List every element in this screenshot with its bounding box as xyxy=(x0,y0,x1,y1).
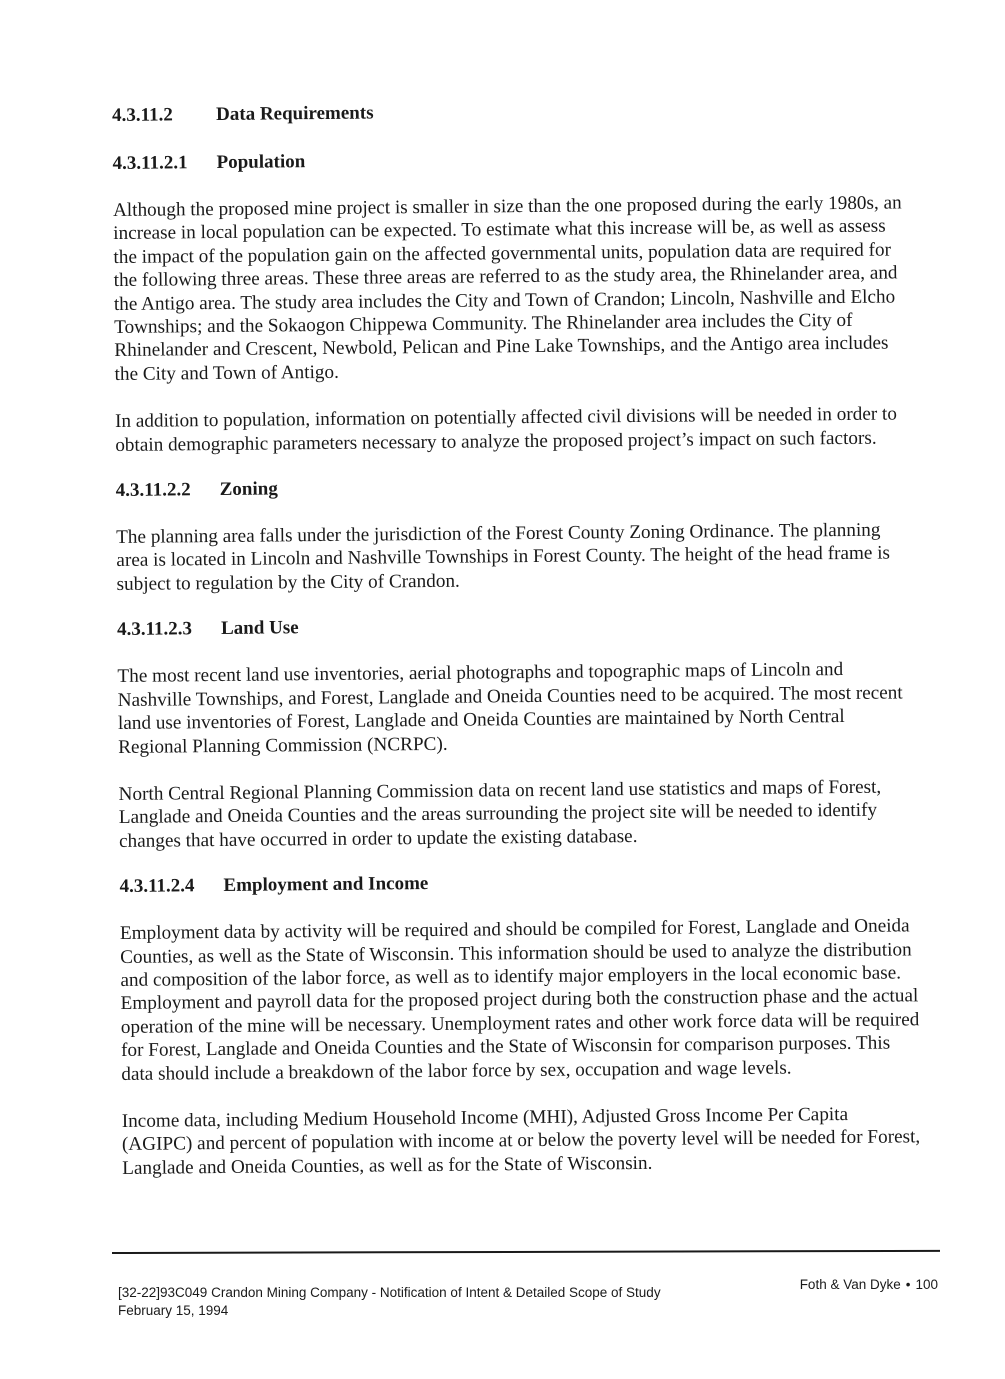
section-heading-data-requirements xyxy=(112,96,912,128)
page-number: 100 xyxy=(915,1277,938,1292)
section-number: 4.3.11.2.1 xyxy=(112,152,188,174)
paragraph: In addition to population, information on potentially affected civil divisions will be needed in order to obtain demographic parameters necessary to analyze the proposed project’s impact on such factors. xyxy=(114,403,898,456)
paragraph: Employment data by activity will be required and should be compiled for Forest, Langlade and Oneida Counties, as well as the State of Wisconsin. This information should be used to analyze the distribution and composition of the labor force, as well as to identify major employers in the local economic base. Employment and payroll data for the proposed project during both the construction phase and the actual operation of the mine will be necessary. Unemployment rates and other work force data will be required for Forest, Langlade and Oneida Counties and the State of Wisconsin for comparison purposes. This data should include a breakdown of the labor force by sex, occupation and wage levels. xyxy=(119,915,920,1085)
section-number: 4.3.11.2 xyxy=(112,104,173,126)
paragraph: The most recent land use inventories, aerial photographs and topographic maps of Lincoln and Nashville Townships, and Forest, Langlade and Oneida Counties need to be acquired. The most recent land use inventories of Forest, Langlade and Oneida Counties are maintained by North Central Regional Planning Commission (NCRPC). xyxy=(117,659,903,758)
section-title: Employment and Income xyxy=(223,873,429,897)
document-date: February 15, 1994 xyxy=(118,1303,229,1318)
paragraph: Although the proposed mine project is smaller in size than the one proposed during the early 1980s, an increase in local population can be expected. To estimate what this increase will be, as well as assess the impact of the population gain on the affected governmental units, population data are required for the following three areas. These three areas are referred to as the study area, the Rhinelander area, and the Antigo area. The study area includes the City and Town of Crandon; Lincoln, Nashville and Elcho Townships; and the Sokaogon Chippewa Community. The Rhinelander area includes the City of Rhinelander and Crescent, Newbold, Pelican and Pine Lake Townships, and the Antigo area includes the City and Town of Antigo. xyxy=(112,192,902,385)
footer-left xyxy=(118,1284,661,1320)
paragraph: Income data, including Medium Household Income (MHI), Adjusted Gross Income Per Capita (AGIPC) and percent of population with income at or below the poverty level will be needed for Forest, Langlade and Oneida Counties, as well as for the State of Wisconsin. xyxy=(121,1103,921,1179)
section-number: 4.3.11.2.2 xyxy=(115,479,191,502)
firm-name: Foth & Van Dyke xyxy=(799,1277,901,1292)
footer-divider xyxy=(112,1250,940,1254)
section-title: Zoning xyxy=(219,478,278,501)
section-heading-employment-income xyxy=(119,867,919,899)
section-heading-land-use xyxy=(117,611,917,643)
document-reference: [32-22]93C049 Crandon Mining Company - Notification of Intent & Detailed Scope of Study xyxy=(118,1285,661,1300)
section-number: 4.3.11.2.4 xyxy=(119,875,195,898)
paragraph: North Central Regional Planning Commission data on recent land use statistics and maps of Forest, Langlade and Oneida Counties and the areas surrounding the project site will be needed to identify changes that have occurred in order to update the existing database. xyxy=(118,776,882,852)
bullet-separator: • xyxy=(905,1277,911,1292)
paragraph: The planning area falls under the jurisdiction of the Forest County Zoning Ordinance. The planning area is located in Lincoln and Nashville Townships in Forest County. The height of the head frame is subject to regulation by the City of Crandon. xyxy=(116,519,891,595)
footer-right xyxy=(800,1276,938,1294)
section-heading-population xyxy=(112,144,912,176)
section-title: Data Requirements xyxy=(216,102,374,126)
page-body xyxy=(112,96,922,1180)
section-title: Population xyxy=(216,151,306,173)
section-heading-zoning xyxy=(116,471,916,503)
section-number: 4.3.11.2.3 xyxy=(116,618,193,641)
section-title: Land Use xyxy=(220,617,299,640)
